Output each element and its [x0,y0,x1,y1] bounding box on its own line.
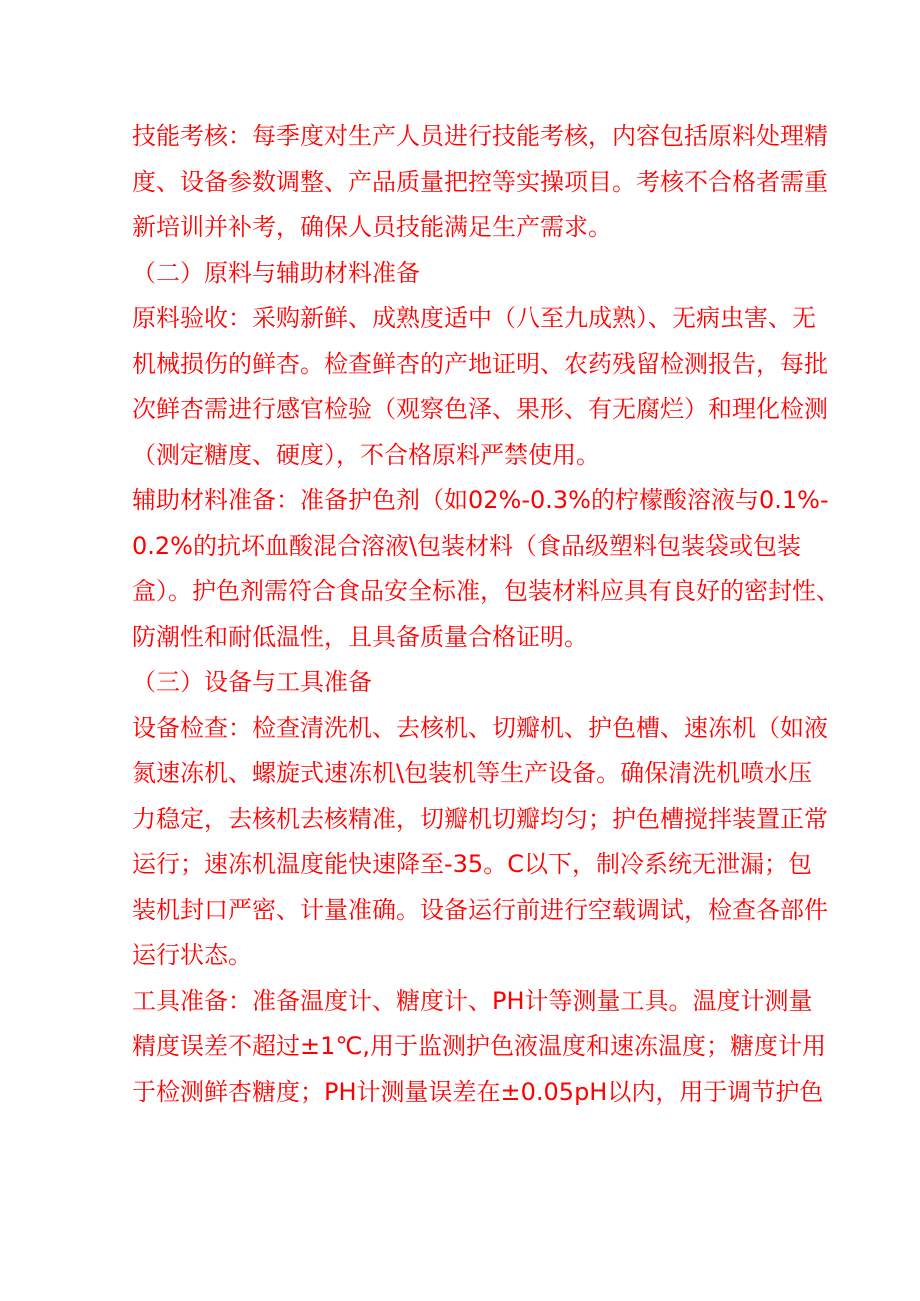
text-line: 辅助材料准备：准备护色剂（如02%-0.3%的柠檬酸溶液与0.1%- [132,486,829,514]
section-heading-equipment [132,660,802,706]
text-line: 工具准备：准备温度计、糖度计、PH计等测量工具。温度计测量 [132,986,813,1015]
text-line: 氮速冻机、螺旋式速冻机\包装机等生产设备。确保清洗机喷水压 [132,759,813,787]
text-line: 技能考核：每季度对生产人员进行技能考核，内容包括原料处理精 [132,122,828,150]
text-line: 力稳定，去核机去核精准，切瓣机切瓣均匀；护色槽搅拌装置正常 [132,804,828,833]
text-line: （测定糖度、硬度），不合格原料严禁使用。 [132,440,600,469]
section-heading-materials [132,251,802,297]
text-line: 次鲜杏需进行感官检验（观察色泽、果形、有无腐烂）和理化检测 [132,395,828,423]
paragraph-auxiliary-materials [132,478,840,660]
text-line: 新培训并补考，确保人员技能满足生产需求。 [132,213,612,241]
text-line: 运行状态。 [132,941,252,969]
text-line: 装机封口严密、计量准确。设备运行前进行空载调试，检查各部件 [132,895,828,924]
text-line: 0.2%的抗坏血酸混合溶液\包装材料（食品级塑料包装袋或包装 [132,531,802,560]
heading-text: （二）原料与辅助材料准备 [132,258,420,287]
document-body [132,114,840,1115]
paragraph-skill-assessment [132,114,828,251]
paragraph-equipment-check [132,706,828,979]
text-line: 防潮性和耐低温性，且具备质量合格证明。 [132,622,588,651]
paragraph-tool-preparation [132,979,826,1116]
text-line: 度、设备参数调整、产品质量把控等实操项目。考核不合格者需重 [132,167,828,196]
text-line: 设备检查：检查清洗机、去核机、切瓣机、护色槽、速冻机（如液 [132,713,828,742]
text-line: 于检测鲜杏糖度；PH计测量误差在±0.05pH以内，用于调节护色 [132,1077,824,1106]
paragraph-raw-material-acceptance [132,296,828,478]
text-line: 机械损伤的鲜杏。检查鲜杏的产地证明、农药残留检测报告，每批 [132,349,828,378]
text-line: 原料验收：采购新鲜、成熟度适中（八至九成熟）、无病虫害、无 [132,304,816,332]
text-line: 运行；速冻机温度能快速降至-35。C以下，制冷系统无泄漏；包 [132,850,812,878]
heading-text: （三）设备与工具准备 [132,668,372,696]
text-line: 盒）。护色剂需符合食品安全标准，包装材料应具有良好的密封性、 [132,577,840,605]
text-line: 精度误差不超过±1℃,用于监测护色液温度和速冻温度；糖度计用 [132,1032,826,1060]
